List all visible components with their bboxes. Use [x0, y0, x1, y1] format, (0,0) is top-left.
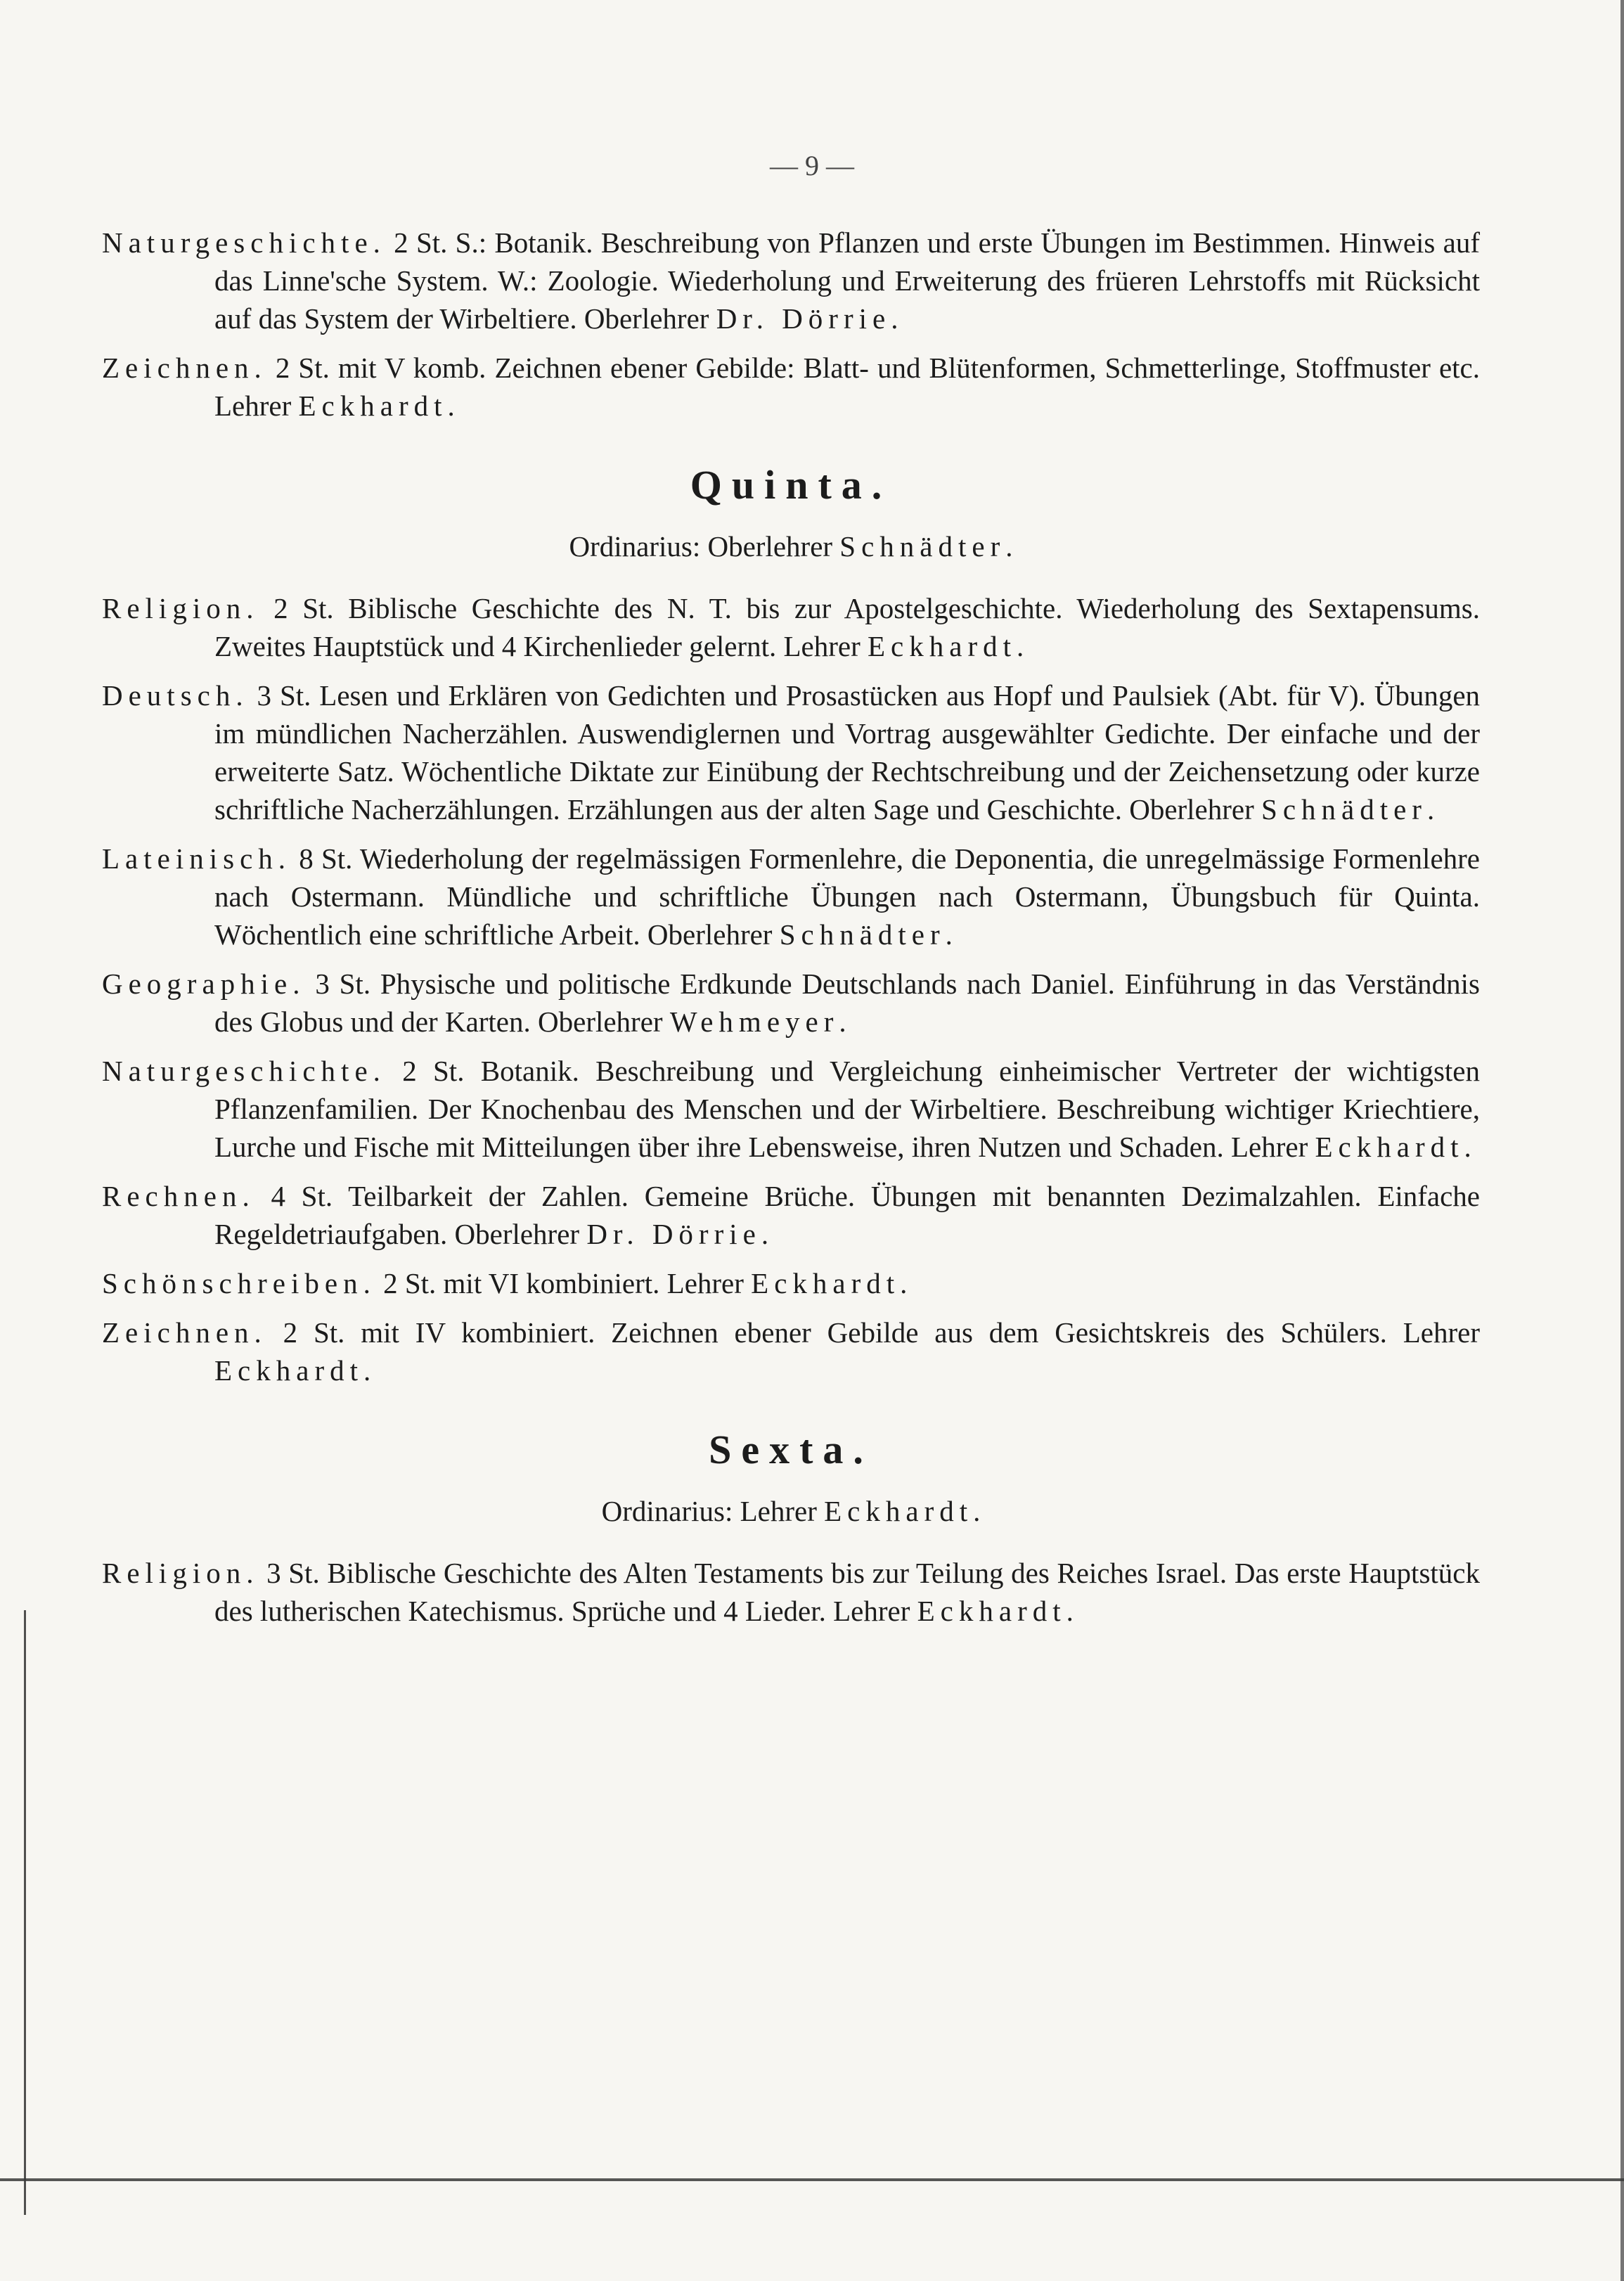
teacher-name: Eckhardt: [214, 1354, 363, 1387]
entry-text: 2 St. S.: Botanik. Beschreibung von Pflanzen und erste Übungen im Bestimmen. Hinweis auf das Linne'sche System. W.: Zoologie. Wiederholung und Erweiterung des früeren Lehrstoffs mit Rücksicht auf das System der Wirbeltiere. Oberlehrer: [214, 226, 1480, 335]
entry-tail: .: [363, 1354, 371, 1387]
page-edge-bottom: [0, 2178, 1624, 2181]
entry-text: 2 St. mit VI kombiniert. Lehrer: [383, 1267, 752, 1299]
teacher-name: Schnädter: [779, 918, 946, 951]
ordinarius-name: Eckhardt: [824, 1495, 974, 1527]
entry-religion-sexta: [102, 1554, 1480, 1630]
teacher-name: Eckhardt: [298, 390, 448, 422]
ordinarius-name: Schnädter: [839, 530, 1006, 563]
entry-tail: .: [1464, 1131, 1471, 1163]
subject-label: Naturgeschichte.: [102, 1055, 386, 1087]
entry-tail: .: [900, 1267, 908, 1299]
entry-tail: .: [761, 1218, 769, 1250]
entry-text: 3 St. Lesen und Erklären von Gedichten und Prosastücken aus Hopf und Paulsiek (Abt. für V). Übungen im mündlichen Nacherzählen. Auswendiglernen und Vortrag ausgewählter Gedichte. Der einfache und der erweiterte Satz. Wöchentliche Diktate zur Einübung der Rechtschreibung und der Zeichensetzung oder kurze schriftliche Nacherzählungen. Erzählungen aus der alten Sage und Geschichte. Oberlehrer: [214, 679, 1481, 825]
entry-tail: .: [839, 1005, 846, 1038]
ordinarius-tail: .: [1005, 530, 1013, 563]
teacher-name: Eckhardt: [751, 1267, 901, 1299]
entry-text: 8 St. Wiederholung der regelmässigen Formenlehre, die Deponentia, die unregelmässige Formenlehre nach Ostermann. Mündliche und schriftliche Übungen nach Ostermann, Übungsbuch für Quinta. Wöchentlich eine schriftliche Arbeit. Oberlehrer: [214, 842, 1480, 951]
entry-schoenschreiben-quinta: [102, 1264, 1480, 1302]
page-number: — 9 —: [770, 150, 854, 181]
teacher-name: Eckhardt: [1315, 1131, 1464, 1163]
teacher-name: Dr. Dörrie: [586, 1218, 761, 1250]
subject-label: Zeichnen.: [102, 1316, 267, 1349]
entry-tail: .: [447, 390, 455, 422]
entry-tail: .: [1426, 793, 1435, 825]
entry-text: 2 St. Botanik. Beschreibung und Vergleichung einheimischer Vertreter der wichtigsten Pflanzenfamilien. Der Knochenbau des Menschen und der Wirbeltiere. Beschreibung wichtiger Kriechtiere, Lurche und Fische mit Mitteilungen über ihre Lebensweise, ihren Nutzen und Schaden. Lehrer: [214, 1055, 1481, 1163]
entry-deutsch-quinta: [102, 676, 1480, 828]
section-title-sexta: Sexta.: [709, 1427, 873, 1472]
page-content: [102, 224, 1480, 1641]
entry-tail: .: [1066, 1595, 1074, 1627]
subject-label: Deutsch.: [102, 679, 249, 712]
subject-label: Schönschreiben.: [102, 1267, 376, 1299]
entry-rechnen-quinta: [102, 1177, 1480, 1253]
entry-naturgeschichte-top: [102, 224, 1480, 338]
subject-label: Religion.: [102, 1557, 259, 1589]
page-edge-right: [1620, 0, 1624, 2281]
ordinarius-prefix: Ordinarius: Oberlehrer: [569, 530, 840, 563]
ordinarius-quinta: [102, 527, 1480, 565]
entry-tail: .: [891, 302, 898, 335]
entry-text: 3 St. Biblische Geschichte des Alten Testaments bis zur Teilung des Reiches Israel. Das erste Hauptstück des lutherischen Katechismus. Sprüche und 4 Lieder. Lehrer: [214, 1557, 1480, 1627]
subject-label: Religion.: [102, 592, 259, 624]
entry-text: 2 St. mit V komb. Zeichnen ebener Gebilde: Blatt- und Blütenformen, Schmetterlinge, Stoffmuster etc. Lehrer: [214, 352, 1481, 422]
teacher-name: Eckhardt: [917, 1595, 1066, 1627]
entry-tail: .: [945, 918, 953, 951]
ordinarius-tail: .: [973, 1495, 981, 1527]
entry-lateinisch-quinta: [102, 840, 1480, 953]
entry-zeichnen-top: [102, 349, 1480, 425]
entry-text: 2 St. Biblische Geschichte des N. T. bis zur Apostelgeschichte. Wiederholung des Sextapensums. Zweites Hauptstück und 4 Kirchenlieder gelernt. Lehrer: [214, 592, 1481, 662]
teacher-name: Eckhardt: [868, 630, 1017, 662]
page-edge-left: [24, 1610, 26, 2215]
ordinarius-prefix: Ordinarius: Lehrer: [601, 1495, 825, 1527]
teacher-name: Schnädter: [1261, 793, 1427, 825]
entry-text: 2 St. mit IV kombiniert. Zeichnen ebener Gebilde aus dem Gesichtskreis des Schülers. Lehrer: [283, 1316, 1481, 1349]
entry-naturgeschichte-quinta: [102, 1052, 1480, 1166]
entry-zeichnen-quinta: [102, 1313, 1480, 1389]
subject-label: Naturgeschichte.: [102, 226, 386, 259]
subject-label: Geographie.: [102, 968, 306, 1000]
entry-text: 3 St. Physische und politische Erdkunde Deutschlands nach Daniel. Einführung in das Verständnis des Globus und der Karten. Oberlehrer: [214, 968, 1480, 1038]
entry-tail: .: [1016, 630, 1024, 662]
subject-label: Zeichnen.: [102, 352, 267, 384]
teacher-name: Wehmeyer: [669, 1005, 839, 1038]
entry-text: 4 St. Teilbarkeit der Zahlen. Gemeine Brüche. Übungen mit benannten Dezimalzahlen. Einfache Regeldetriaufgaben. Oberlehrer: [214, 1180, 1481, 1250]
teacher-name: Dr. Dörrie: [716, 302, 891, 335]
subject-label: Rechnen.: [102, 1180, 255, 1212]
ordinarius-sexta: [102, 1492, 1480, 1530]
subject-label: Lateinisch.: [102, 842, 292, 875]
section-title-quinta: Quinta.: [690, 462, 892, 508]
entry-religion-quinta: [102, 589, 1480, 665]
entry-geographie-quinta: [102, 965, 1480, 1041]
